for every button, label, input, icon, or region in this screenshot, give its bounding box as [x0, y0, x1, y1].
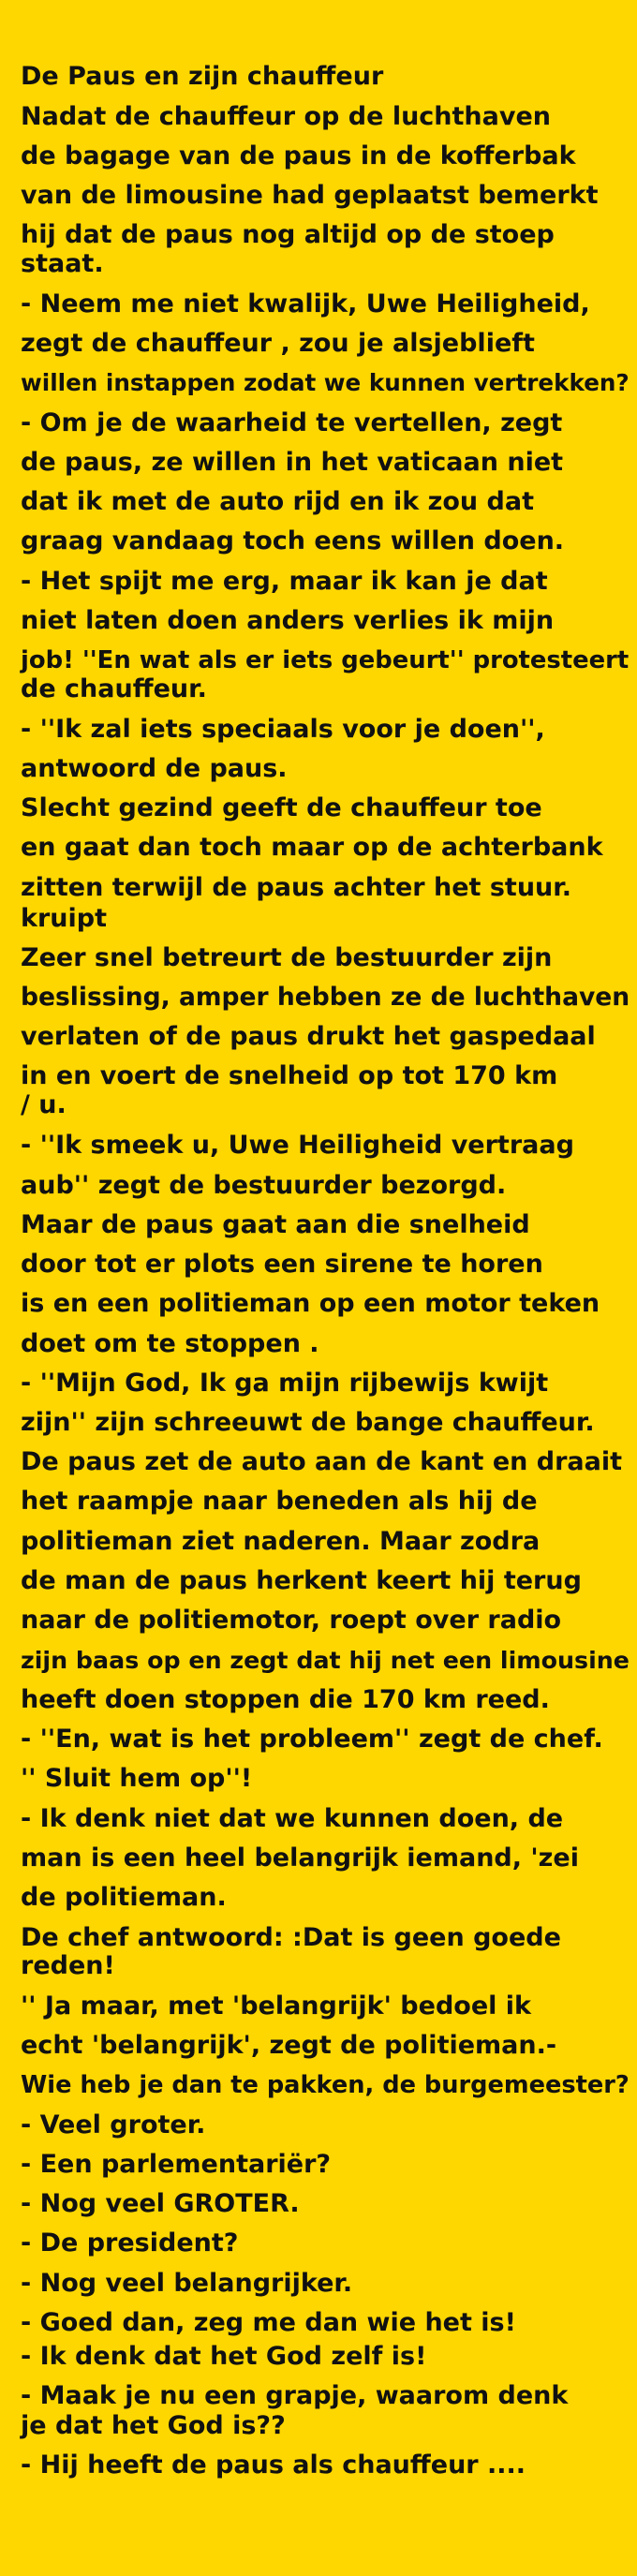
joke-line: graag vandaag toch eens willen doen. [21, 526, 565, 555]
joke-line: in en voert de snelheid op tot 170 km [21, 1061, 558, 1090]
joke-line: is en een politieman op een motor teken [21, 1289, 600, 1318]
joke-line: Maar de paus gaat aan die snelheid [21, 1210, 530, 1239]
joke-line: man is een heel belangrijk iemand, 'zei [21, 1843, 579, 1873]
joke-line: beslissing, amper hebben ze de luchthaven [21, 983, 630, 1012]
joke-line: niet laten doen anders verlies ik mijn [21, 606, 555, 635]
joke-line: reden! [21, 1951, 115, 1980]
joke-line: dat ik met de auto rijd en ik zou dat [21, 487, 534, 516]
joke-title: De Paus en zijn chauffeur [21, 62, 384, 91]
joke-line: hij dat de paus nog altijd op de stoep [21, 220, 555, 249]
joke-line: en gaat dan toch maar op de achterbank [21, 833, 603, 862]
joke-line: - Een parlementariër? [21, 2150, 332, 2179]
joke-line: - Neem me niet kwalijk, Uwe Heiligheid, [21, 289, 590, 318]
joke-line: echt 'belangrijk', zegt de politieman.- [21, 2031, 557, 2060]
joke-line: door tot er plots een sirene te horen [21, 1250, 543, 1279]
joke-line: naar de politiemotor, roept over radio [21, 1606, 562, 1635]
joke-line: '' Sluit hem op''! [21, 1764, 253, 1793]
joke-line: staat. [21, 249, 104, 278]
joke-line: - Veel groter. [21, 2110, 206, 2139]
joke-line: Slecht gezind geeft de chauffeur toe [21, 793, 542, 822]
joke-line: de paus, ze willen in het vaticaan niet [21, 448, 564, 477]
joke-line: heeft doen stoppen die 170 km reed. [21, 1685, 550, 1714]
joke-line: zegt de chauffeur , zou je alsjeblieft [21, 329, 535, 358]
joke-line: - Hij heeft de paus als chauffeur .... [21, 2450, 526, 2480]
joke-line: - Ik denk niet dat we kunnen doen, de [21, 1804, 564, 1833]
joke-line: van de limousine had geplaatst bemerkt [21, 181, 599, 210]
joke-line: Nadat de chauffeur op de luchthaven [21, 102, 551, 131]
joke-line: - De president? [21, 2228, 239, 2258]
joke-line: - Om je de waarheid te vertellen, zegt [21, 408, 563, 437]
joke-line: je dat het God is?? [21, 2411, 286, 2440]
joke-line: - Ik denk dat het God zelf is! [21, 2342, 427, 2371]
joke-line: de chauffeur. [21, 674, 207, 703]
joke-line: politieman ziet naderen. Maar zodra [21, 1527, 541, 1556]
joke-line: - Nog veel GROTER. [21, 2189, 300, 2218]
joke-line: - ''Mijn God, Ik ga mijn rijbewijs kwijt [21, 1369, 549, 1398]
joke-line: zijn baas op en zegt dat hij net een limousine [21, 1646, 630, 1674]
joke-line: Zeer snel betreurt de bestuurder zijn [21, 943, 553, 972]
joke-line: kruipt [21, 904, 107, 933]
joke-line: antwoord de paus. [21, 754, 288, 783]
joke-line: zijn'' zijn schreeuwt de bange chauffeur. [21, 1408, 595, 1437]
joke-line: De paus zet de auto aan de kant en draait [21, 1447, 623, 1476]
joke-line: verlaten of de paus drukt het gaspedaal [21, 1022, 596, 1051]
joke-line: '' Ja maar, met 'belangrijk' bedoel ik [21, 1991, 531, 2021]
joke-line: de man de paus herkent keert hij terug [21, 1566, 582, 1595]
joke-line: het raampje naar beneden als hij de [21, 1487, 538, 1516]
joke-line: aub'' zegt de bestuurder bezorgd. [21, 1171, 507, 1200]
joke-line: - Het spijt me erg, maar ik kan je dat [21, 567, 548, 596]
joke-line: - ''En, wat is het probleem'' zegt de chef. [21, 1725, 603, 1754]
joke-line: doet om te stoppen . [21, 1329, 319, 1358]
joke-line: de politieman. [21, 1883, 227, 1912]
joke-line: de bagage van de paus in de kofferbak [21, 141, 576, 170]
joke-line: - ''Ik zal iets speciaals voor je doen'', [21, 715, 545, 744]
joke-line: De chef antwoord: :Dat is geen goede [21, 1923, 561, 1952]
joke-line: - Goed dan, zeg me dan wie het is! [21, 2308, 516, 2337]
joke-line: willen instappen zodat we kunnen vertrekken? [21, 369, 630, 396]
joke-line: zitten terwijl de paus achter het stuur. [21, 873, 572, 902]
joke-line: - Maak je nu een grapje, waarom denk [21, 2381, 569, 2410]
joke-line: - Nog veel belangrijker. [21, 2269, 353, 2298]
joke-line: Wie heb je dan te pakken, de burgemeester? [21, 2071, 630, 2099]
joke-line: job! ''En wat als er iets gebeurt'' protesteert [21, 646, 630, 674]
joke-line: / u. [21, 1090, 67, 1119]
joke-line: - ''Ik smeek u, Uwe Heiligheid vertraag [21, 1131, 574, 1160]
